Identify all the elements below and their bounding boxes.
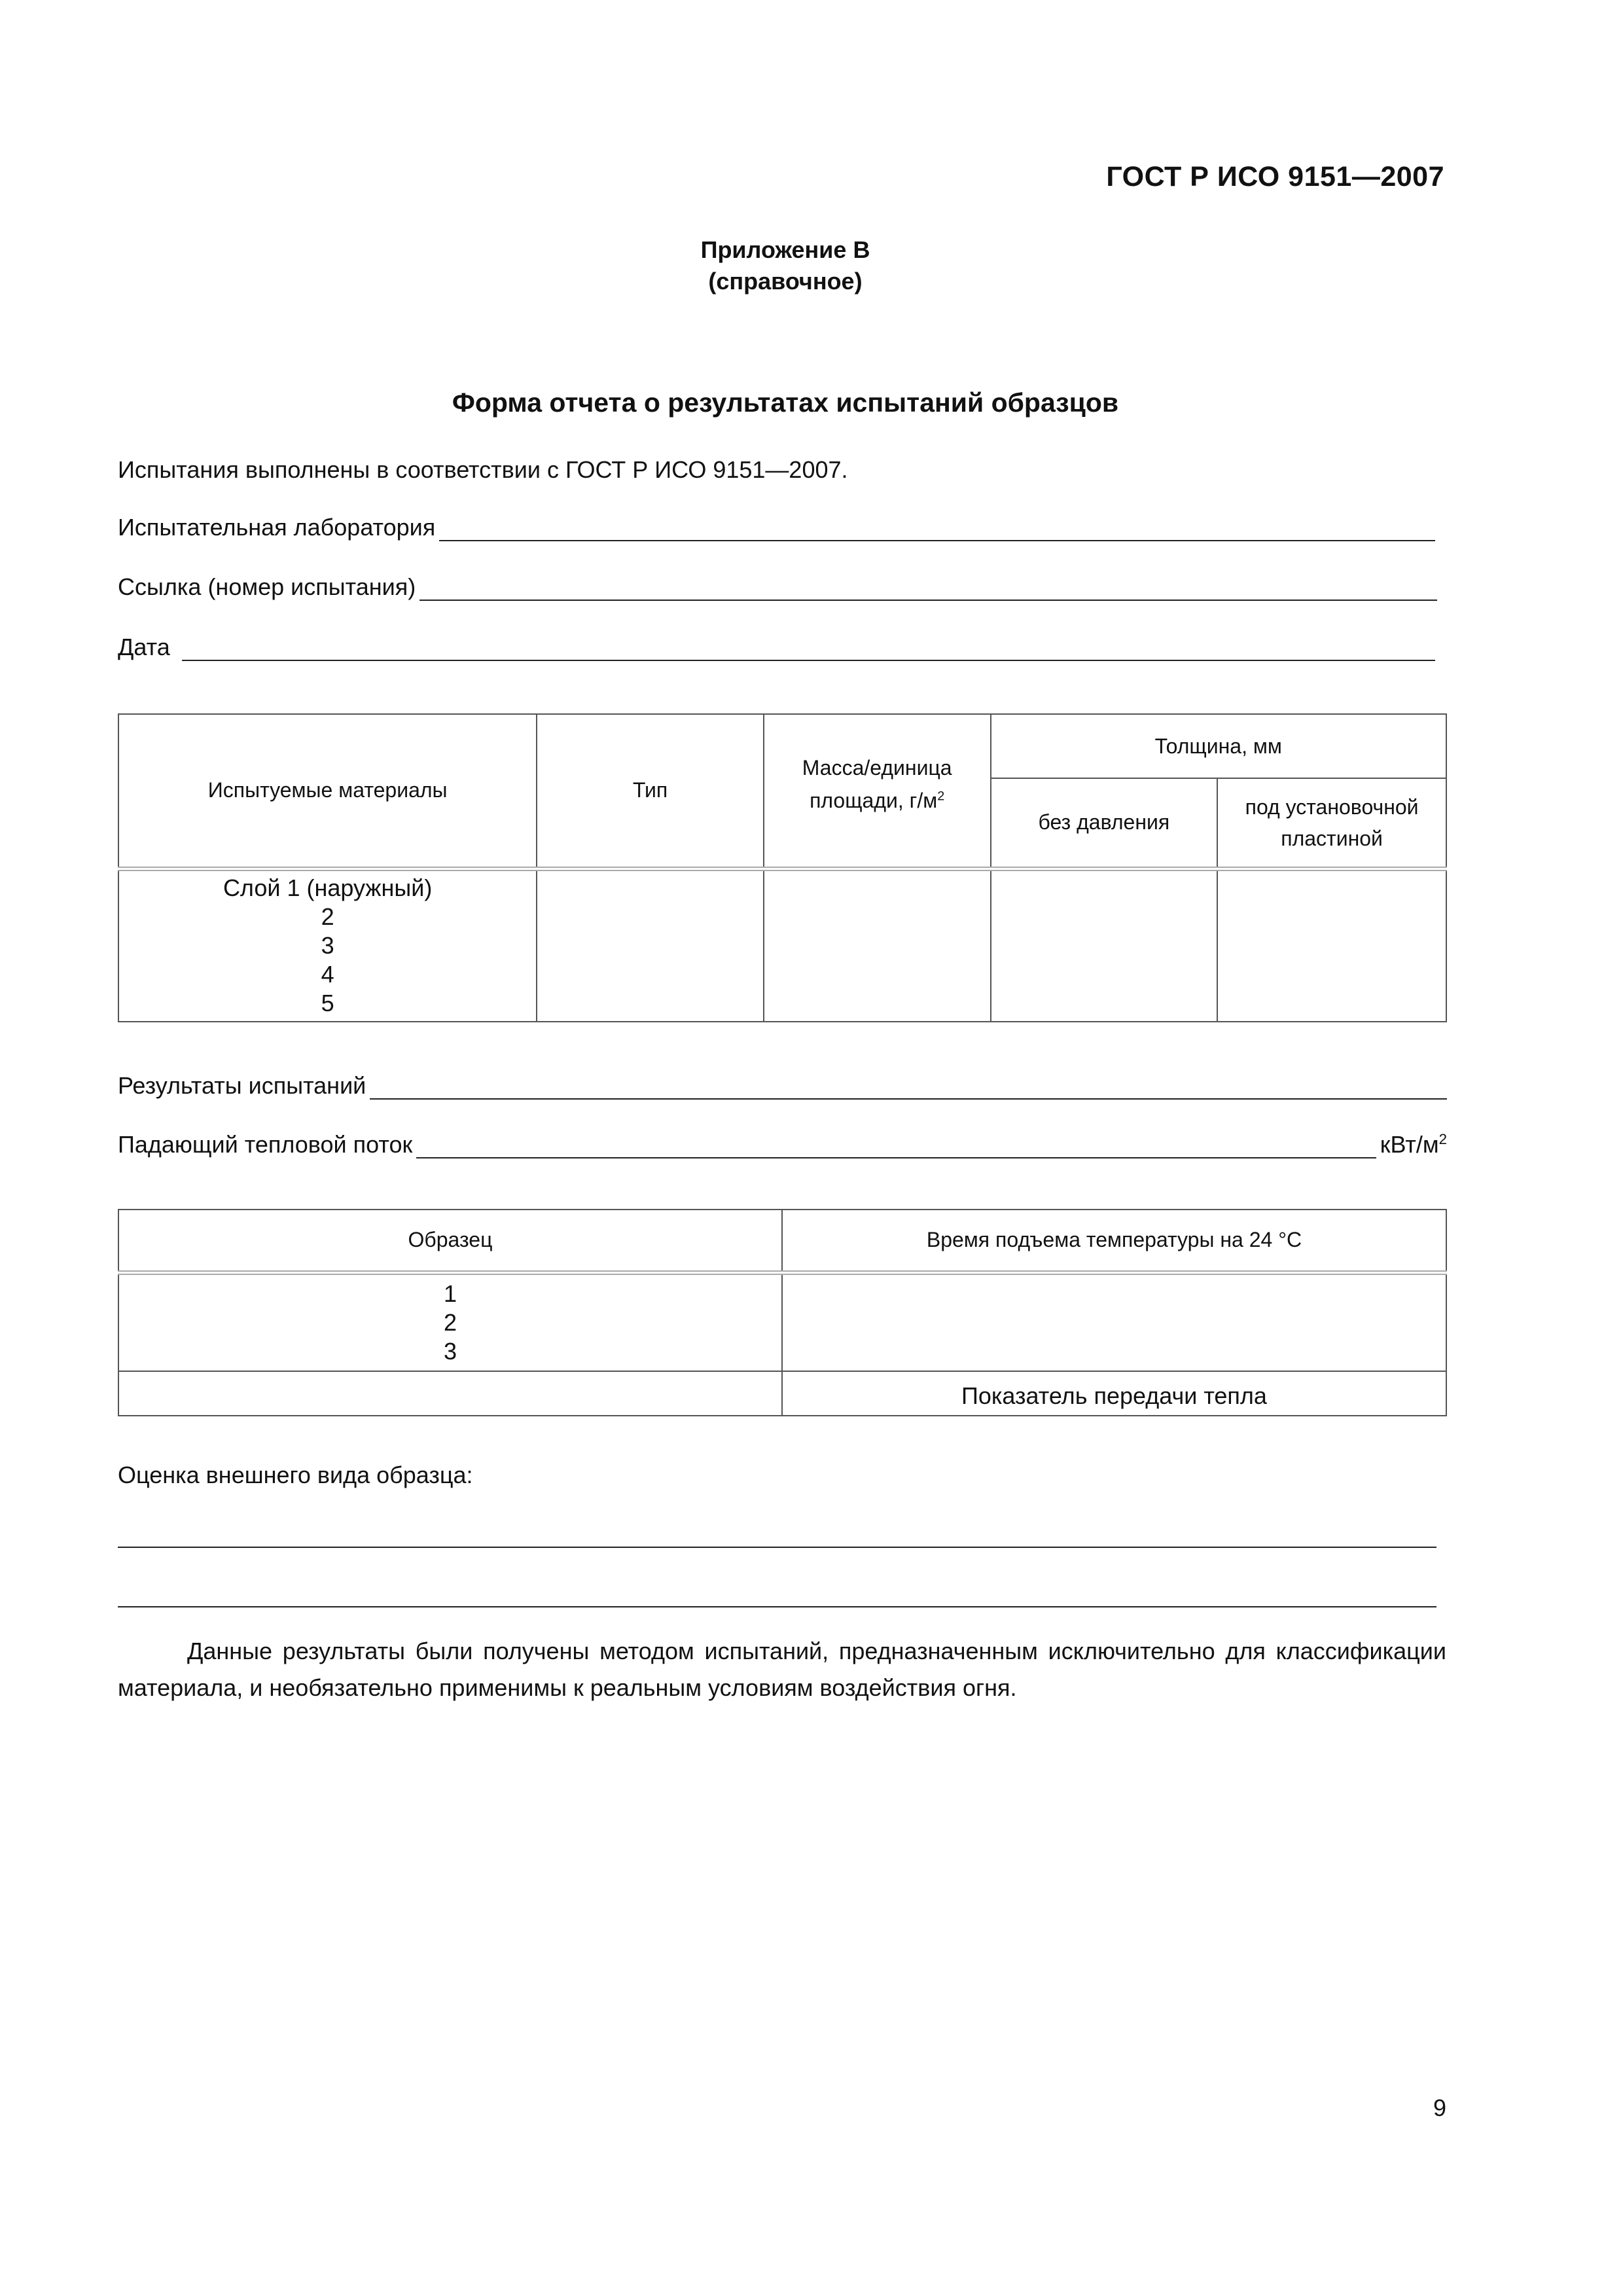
appearance-input-line[interactable] [118,1606,1436,1607]
date-field [118,634,1435,661]
materials-table [118,713,1447,1022]
results-field [118,1072,1447,1100]
header-type: Тип [537,714,764,869]
date-label: Дата [118,634,170,660]
header-sample: Образец [118,1210,782,1272]
note-paragraph: Данные результаты были получены методом испытаний, предназначенным исключительно для классификации материала, и необязательно применимы к реальным условиям воздействия огня. [118,1638,1446,1701]
intro-text: Испытания выполнены в соответствии с ГОСТ Р ИСО 9151—2007. [118,456,848,483]
results-input-line[interactable] [370,1075,1447,1100]
sample-number: 3 [443,1337,457,1365]
layer-label: 4 [321,961,334,988]
appendix-title: Приложение В [700,236,870,263]
samples-table [118,1209,1447,1416]
under-plate-input-cell[interactable] [1217,869,1446,1022]
header-materials: Испытуемые материалы [118,714,537,869]
appearance-label: Оценка внешнего вида образца: [118,1462,473,1488]
header-no-pressure: без давления [991,778,1218,869]
form-title: Форма отчета о результатах испытаний образцов [452,387,1119,418]
heat-flux-label: Падающий тепловой поток [118,1131,413,1158]
lab-field [118,514,1435,541]
reference-input-line[interactable] [419,576,1437,601]
standard-header: ГОСТ Р ИСО 9151—2007 [1106,161,1444,192]
reference-label: Ссылка (номер испытания) [118,573,416,600]
heat-index-empty-cell [118,1371,782,1416]
appearance-input-line[interactable] [118,1547,1436,1548]
heat-flux-input-line[interactable] [416,1134,1376,1158]
appendix-subtitle: (справочное) [708,268,863,295]
layer-label: 2 [321,903,334,931]
page-number: 9 [1433,2094,1446,2121]
reference-field [118,573,1437,601]
header-rise-time: Время подъема температуры на 24 °С [782,1210,1446,1272]
header-mass [764,714,991,869]
heat-flux-unit: кВт/$м^2$ [1380,1131,1447,1158]
rise-time-input-cell[interactable] [782,1272,1446,1371]
no-pressure-input-cell[interactable] [991,869,1218,1022]
header-thickness: Толщина, мм [991,714,1447,778]
layer-label: Слой 1 (наружный) [223,874,433,902]
sample-number: 2 [443,1308,457,1336]
lab-label: Испытательная лаборатория [118,514,436,541]
mass-input-cell[interactable] [764,869,991,1022]
layer-label: 3 [321,932,334,960]
layers-cell [118,869,537,1022]
heat-index-cell: Показатель передачи тепла [782,1371,1446,1416]
header-mass-line1: Масса/единица [802,755,952,780]
heat-flux-field [118,1131,1447,1158]
sample-number: 1 [443,1280,457,1307]
date-input-line[interactable] [182,636,1435,661]
header-under-plate: под установочной пластиной [1217,778,1446,869]
header-mass-line2: площади, $г/м^2$ [810,788,945,812]
lab-input-line[interactable] [439,516,1435,541]
results-label: Результаты испытаний [118,1072,366,1099]
samples-cell [118,1272,782,1371]
type-input-cell[interactable] [537,869,764,1022]
appendix-heading [550,234,1021,297]
layer-label: 5 [321,990,334,1017]
